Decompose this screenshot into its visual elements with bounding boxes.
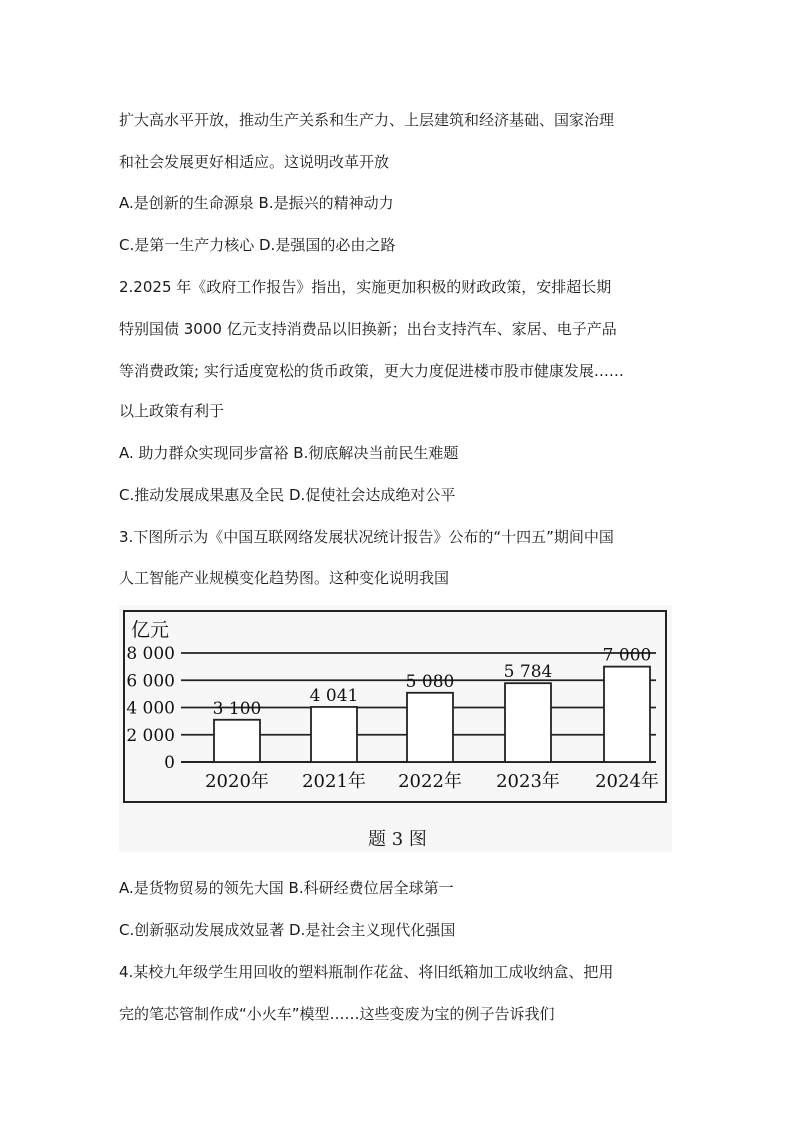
y-tick-label: 4 000 <box>126 698 175 719</box>
y-tick-label: 0 <box>164 753 175 773</box>
text-line: C.创新驱动发展成效显著 D.是社会主义现代化强国 <box>119 921 456 939</box>
y-tick-label: 8 000 <box>126 644 175 664</box>
bar-value-label: 5 784 <box>503 662 553 683</box>
text-line: C.是第一生产力核心 D.是强国的必由之路 <box>119 236 396 254</box>
text-line: 特别国债 3000 亿元支持消费品以旧换新；出台支持汽车、家居、电子产品 <box>119 320 617 338</box>
y-axis-label: 亿元 <box>131 619 170 641</box>
figure-caption: 题 3 图 <box>368 829 427 850</box>
bar-value-label: 3 100 <box>212 698 262 719</box>
text-line: A.是创新的生命源泉 B.是振兴的精神动力 <box>119 194 394 212</box>
ai-industry-bar-chart <box>119 605 672 852</box>
bar-value-label: 7 000 <box>602 645 652 666</box>
chart-svg <box>119 605 672 852</box>
y-tick-label: 2 000 <box>126 725 175 746</box>
y-tick-label: 6 000 <box>126 671 175 692</box>
x-category-label: 2022年 <box>398 771 462 792</box>
bar <box>214 720 260 762</box>
text-line: 扩大高水平开放，推动生产关系和生产力、上层建筑和经济基础、国家治理 <box>119 111 615 129</box>
bar <box>407 693 453 762</box>
text-line: 等消费政策; 实行适度宽松的货币政策，更大力度促进楼市股市健康发展…… <box>119 362 624 380</box>
bar-value-label: 5 080 <box>405 671 455 692</box>
bar <box>505 683 551 762</box>
x-category-label: 2020年 <box>205 771 269 792</box>
text-line: 4.某校九年级学生用回收的塑料瓶制作花盆、将旧纸箱加工成收纳盒、把用 <box>119 963 614 981</box>
bar <box>311 707 357 762</box>
text-line: 3.下图所示为《中国互联网络发展状况统计报告》公布的“十四五”期间中国 <box>119 528 614 546</box>
text-line: A. 助力群众实现同步富裕 B.彻底解决当前民生难题 <box>119 444 459 462</box>
text-line: 和社会发展更好相适应。这说明改革开放 <box>119 153 390 171</box>
text-line: C.推动发展成果惠及全民 D.促使社会达成绝对公平 <box>119 486 456 504</box>
text-line: 完的笔芯管制作成“小火车”模型……这些变废为宝的例子告诉我们 <box>119 1005 555 1023</box>
text-line: 2.2025 年《政府工作报告》指出，实施更加积极的财政政策，安排超长期 <box>119 278 612 296</box>
x-category-label: 2023年 <box>496 771 560 792</box>
bar-value-label: 4 041 <box>309 685 359 706</box>
text-line: 人工智能产业规模变化趋势图。这种变化说明我国 <box>119 569 450 587</box>
x-category-label: 2024年 <box>595 771 659 792</box>
text-line: 以上政策有利于 <box>119 402 225 420</box>
text-line: A.是货物贸易的领先大国 B.科研经费位居全球第一 <box>119 879 454 897</box>
bar <box>604 667 650 762</box>
x-category-label: 2021年 <box>302 771 366 792</box>
